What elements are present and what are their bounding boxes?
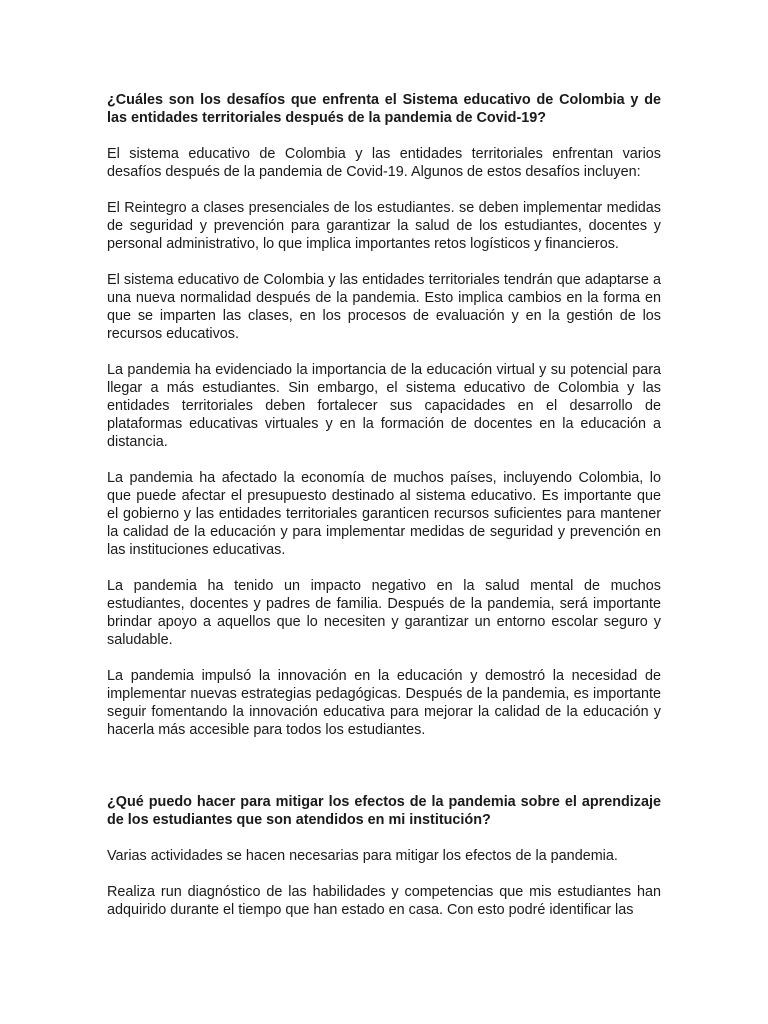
question-heading-1: ¿Cuáles son los desafíos que enfrenta el Sistema educativo de Colombia y de las entidades territoriales después de la pandemia de Covid-19?	[107, 92, 661, 126]
paragraph-economia: La pandemia ha afectado la economía de muchos países, incluyendo Colombia, lo que puede afectar el presupuesto destinado al sistema educativo. Es importante que el gobierno y las entidades territoriales garanticen recursos suficientes para mantener la calidad de la educación y para implementar medidas de seguridad y prevención en las instituciones educativas.	[107, 470, 661, 558]
paragraph-educacion-virtual: La pandemia ha evidenciado la importancia de la educación virtual y su potencial para llegar a más estudiantes. Sin embargo, el sistema educativo de Colombia y las entidades territoriales deben fortalecer sus capacidades en el desarrollo de plataformas educativas virtuales y en la formación de docentes en la educación a distancia.	[107, 362, 661, 450]
paragraph-nueva-normalidad: El sistema educativo de Colombia y las entidades territoriales tendrán que adaptarse a una nueva normalidad después de la pandemia. Esto implica cambios en la forma en que se imparten las clases, en los procesos de evaluación y en la gestión de los recursos educativos.	[107, 272, 661, 342]
document-page	[107, 91, 661, 937]
paragraph-reintegro: El Reintegro a clases presenciales de los estudiantes. se deben implementar medidas de seguridad y prevención para garantizar la salud de los estudiantes, docentes y personal administrativo, lo que implica importantes retos logísticos y financieros.	[107, 200, 661, 252]
paragraph-innovacion: La pandemia impulsó la innovación en la educación y demostró la necesidad de implementar nuevas estrategias pedagógicas. Después de la pandemia, es importante seguir fomentando la innovación educativa para mejorar la calidad de la educación y hacerla más accesible para todos los estudiantes.	[107, 668, 661, 738]
paragraph-diagnostico: Realiza run diagnóstico de las habilidades y competencias que mis estudiantes han adquirido durante el tiempo que han estado en casa. Con esto podré identificar las	[107, 884, 661, 918]
question-heading-2: ¿Qué puedo hacer para mitigar los efectos de la pandemia sobre el aprendizaje de los estudiantes que son atendidos en mi institución?	[107, 794, 661, 828]
paragraph-salud-mental: La pandemia ha tenido un impacto negativo en la salud mental de muchos estudiantes, docentes y padres de familia. Después de la pandemia, será importante brindar apoyo a aquellos que lo necesiten y garantizar un entorno escolar seguro y saludable.	[107, 578, 661, 648]
paragraph-actividades: Varias actividades se hacen necesarias para mitigar los efectos de la pandemia.	[107, 848, 618, 864]
paragraph-intro: El sistema educativo de Colombia y las entidades territoriales enfrentan varios desafíos después de la pandemia de Covid-19. Algunos de estos desafíos incluyen:	[107, 146, 661, 180]
